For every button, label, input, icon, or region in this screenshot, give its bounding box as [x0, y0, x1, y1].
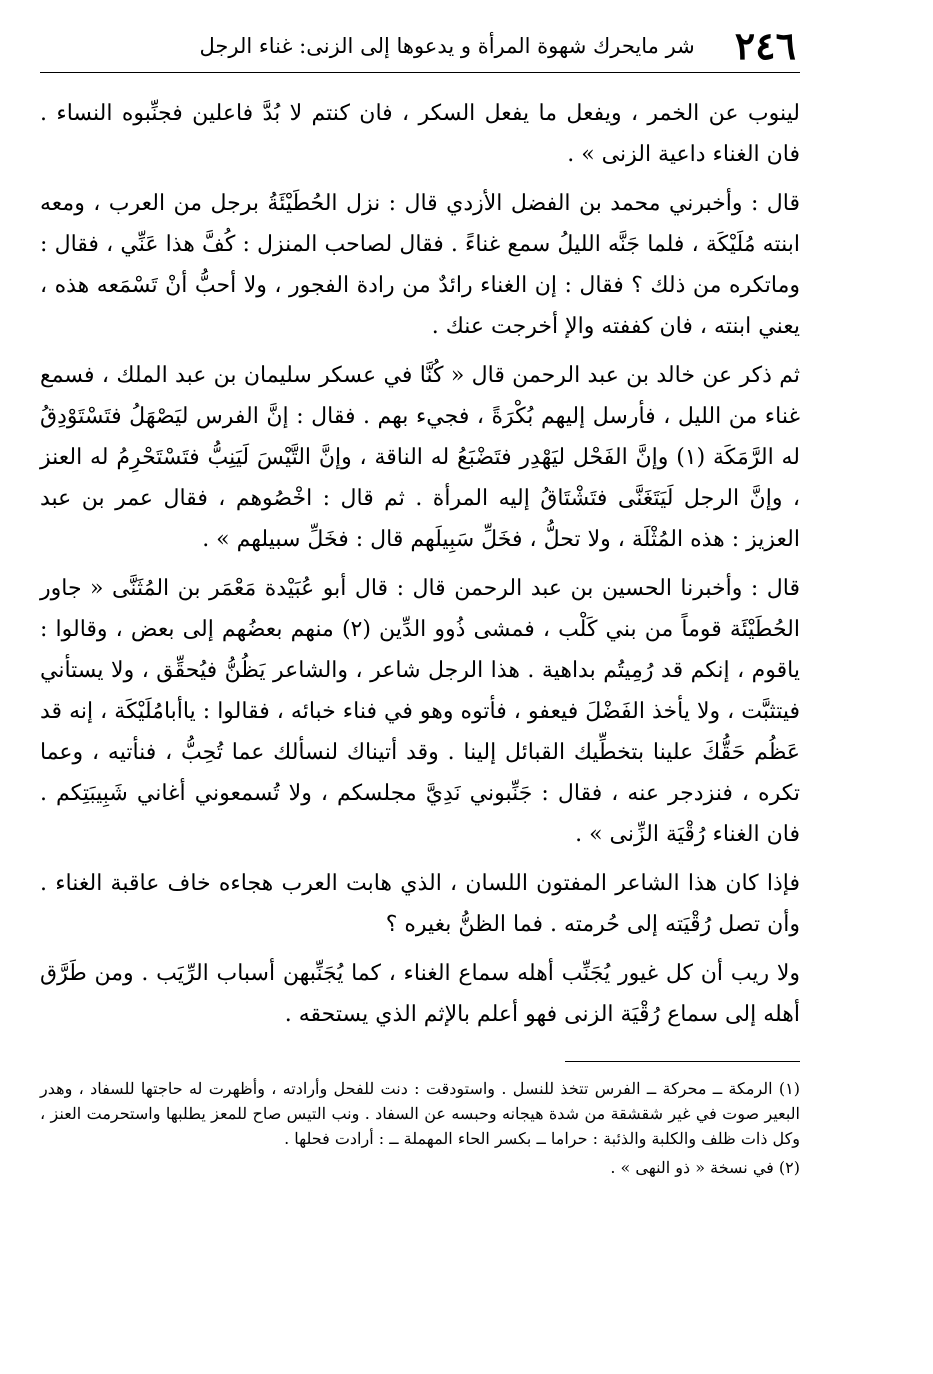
paragraph-4: قال : وأخبرنا الحسين بن عبد الرحمن قال : قال أبو عُبَيْدة مَعْمَر بن المُثَنَّى « جاور الحُطَيْئَة قوماً من بني كَلْب ، فمشى ذُوو الدِّين (٢) منهم بعضُهم إلى بعض ، وقالوا : ياقوم ، إنكم قد رُمِيتُم بداهية . هذا الرجل شاعر ، والشاعر يَظُنُّ فيُحقِّق ، ولا يستأني فيتثبَّت ، ولا يأخذ الفَضْلَ فيعفو ، فأتوه وهو في فناء خبائه ، فقالوا : ياأبامُلَيْكَة ، إنه قد عَظُم حَقُّكَ علينا بتخطِّيك القبائل إلينا . وقد أتيناك لنسألك عما تُحِبُّ ، فنأتيه ، وعما تكره ، فنزدجر عنه ، فقال : جَنِّبوني نَدِيَّ مجلسكم ، ولا تُسمعوني أغاني شَبِيبَتِكم . فان الغناء رُقْيَة الزِّنى » .	[40, 576, 800, 847]
footnotes	[40, 1076, 800, 1180]
body-text	[40, 93, 800, 1035]
paragraph-6: ولا ريب أن كل غيور يُجَنِّب أهله سماع الغناء ، كما يُجَنِّبهن أسباب الرِّيَب . ومن طَرَّق أهله إلى سماع رُقْيَة الزنى فهو أعلم بالإثم الذي يستحقه .	[40, 961, 800, 1027]
book-page	[40, 20, 800, 1360]
footnote-divider	[565, 1061, 800, 1062]
footnote-2: (٢) في نسخة « ذو النهى » .	[610, 1158, 800, 1177]
paragraph-5: فإذا كان هذا الشاعر المفتون اللسان ، الذي هابت العرب هجاءه خاف عاقبة الغناء . وأن تصل رُقْيَته إلى حُرمته . فما الظنُّ بغيره ؟	[40, 871, 800, 937]
footnote-1: (١) الرمكة ــ محركة ــ الفرس تتخذ للنسل . واستودقت : دنت للفحل وأرادته ، وأظهرت له حاجتها للسفاد ، وهدر البعير صوت في غير شقشقة من شدة هيجانه وحبسه عن السفاد . ونب التيس صاح للمعز يطلبها واستحرمت العنز ، وكل ذات ظلف والكلبة والذئبة : حراما ــ بكسر الحاء المهملة ــ : أرادت فحلها .	[40, 1079, 800, 1148]
page-number: ٢٤٦	[734, 23, 796, 68]
page-header	[40, 20, 800, 73]
running-title: شر مايحرك شهوة المرأة و يدعوها إلى الزنى: غناء الرجل	[199, 33, 695, 58]
paragraph-3: ثم ذكر عن خالد بن عبد الرحمن قال « كُنَّا في عسكر سليمان بن عبد الملك ، فسمع غناء من الليل ، فأرسل إليهم بُكْرَةً ، فجيء بهم . فقال : إنَّ الفرس ليَصْهَلُ فتَسْتَوْدِقُ له الرَّمَكَة (١) وإنَّ الفَحْل ليَهْدِر فتَضْبَعُ له الناقة ، وإنَّ التَّيْسَ لَيَنِبُّ فتَسْتَحْرِمُ له العنز ، وإنَّ الرجل لَيَتَغَنَّى فتَشْتَاقُ إليه المرأة . ثم قال : اخْصُوهم ، فقال عمر بن عبد العزيز : هذه المُثْلَة ، ولا تحلُّ ، فخَلِّ سَبِيلَهم قال : فخَلِّ سبيلهم » .	[40, 363, 801, 552]
paragraph-1: لينوب عن الخمر ، ويفعل ما يفعل السكر ، فان كنتم لا بُدَّ فاعلين فجنِّبوه النساء . فان الغناء داعية الزنى » .	[40, 101, 800, 167]
paragraph-2: قال : وأخبرني محمد بن الفضل الأزدي قال : نزل الحُطَيْئَةُ برجل من العرب ، ومعه ابنته مُلَيْكَة ، فلما جَنَّه الليلُ سمع غناءً . فقال لصاحب المنزل : كُفَّ هذا عَنِّي ، فقال : وماتكره من ذلك ؟ فقال : إن الغناء رائدٌ من رادة الفجور ، ولا أحبُّ أنْ تَسْمَعه هذه ، يعني ابنته ، فان كففته والإ أخرجت عنك .	[40, 191, 800, 339]
